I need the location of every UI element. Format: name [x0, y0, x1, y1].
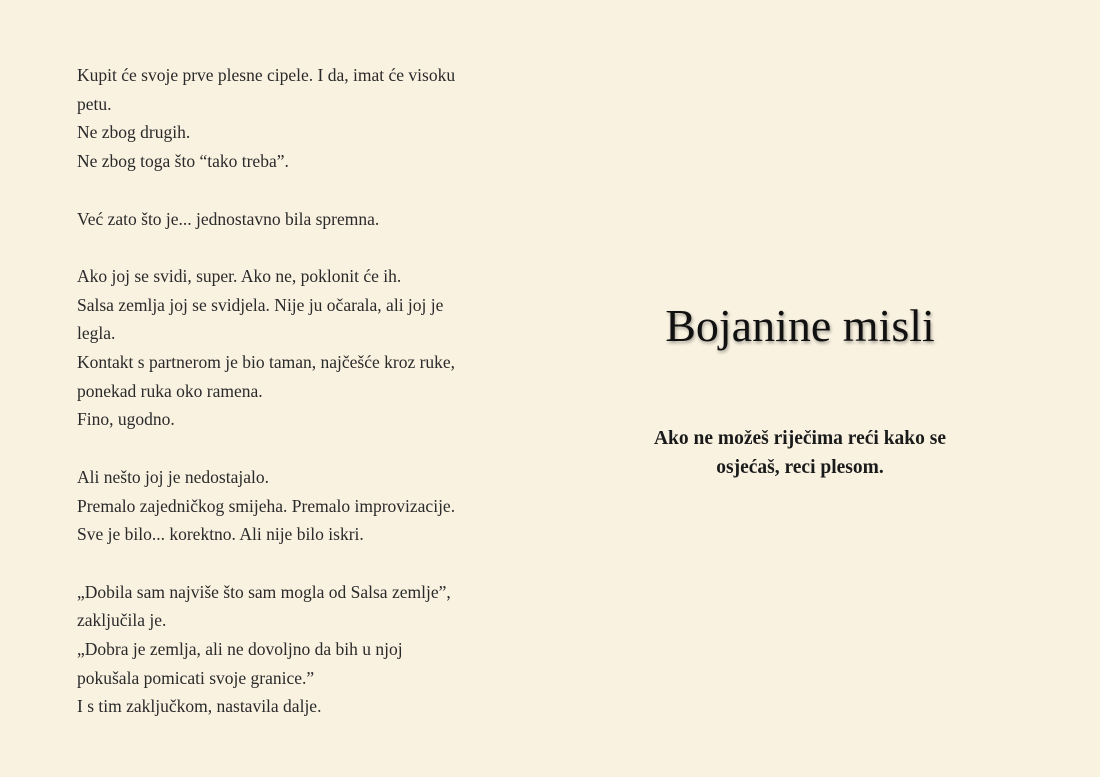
- subtitle-line: Ako ne možeš riječima reći kako se: [653, 428, 947, 449]
- text-line: Fino, ugodno.: [77, 409, 175, 430]
- blank-line: [77, 549, 557, 578]
- text-line: legla.: [77, 323, 116, 344]
- text-line: Ali nešto joj je nedostajalo.: [77, 466, 269, 487]
- text-line: Već zato što je... jednostavno bila spremna.: [77, 208, 380, 229]
- text-line: Salsa zemlja joj se svidjela. Nije ju očarala, ali joj je: [77, 294, 444, 315]
- text-line: petu.: [77, 93, 112, 114]
- text-line: Ne zbog toga što “tako treba”.: [77, 151, 289, 172]
- page-title: Bojanine misli: [665, 300, 935, 351]
- text-line: zaključila je.: [77, 610, 167, 631]
- text-line: ponekad ruka oko ramena.: [77, 380, 263, 401]
- text-line: Premalo zajedničkog smijeha. Premalo improvizacije.: [77, 495, 456, 516]
- text-line: Ne zbog drugih.: [77, 122, 191, 143]
- blank-line: [77, 176, 557, 205]
- text-line: I s tim zaključkom, nastavila dalje.: [77, 696, 322, 717]
- text-line: Kupit će svoje prve plesne cipele. I da, imat će visoku: [77, 65, 456, 85]
- subtitle: [600, 424, 1000, 482]
- text-line: „Dobila sam najviše što sam mogla od Salsa zemlje”,: [77, 581, 451, 602]
- body-text: [77, 61, 557, 721]
- text-line: „Dobra je zemlja, ali ne dovoljno da bih u njoj: [77, 639, 403, 659]
- text-line: pokušala pomicati svoje granice.”: [77, 667, 315, 688]
- text-line: Ako joj se svidi, super. Ako ne, poklonit će ih.: [77, 265, 402, 286]
- blank-line: [77, 434, 557, 463]
- blank-line: [77, 233, 557, 262]
- text-line: Sve je bilo... korektno. Ali nije bilo iskri.: [77, 524, 364, 545]
- subtitle-line: osjećaš, reci plesom.: [716, 457, 884, 478]
- text-line: Kontakt s partnerom je bio taman, najčešće kroz ruke,: [77, 352, 456, 372]
